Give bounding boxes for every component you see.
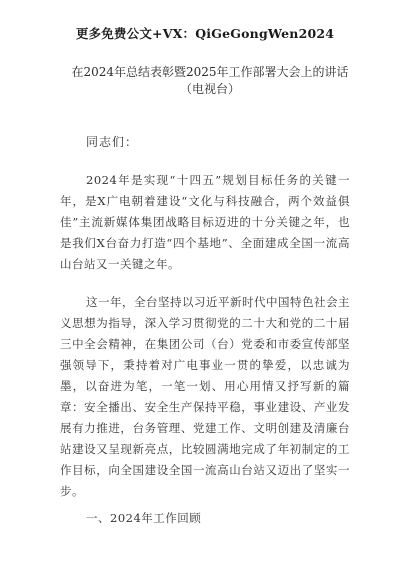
document-title: 在2024年总结表彰暨2025年工作部署大会上的讲话（电视台） — [71, 65, 349, 96]
paragraph: 2024年是实现“十四五”规划目标任务的关键一年，是X广电朝着建设“文化与科技融合，两个效益俱佳”主流新媒体集团战略目标迈进的十分关键之年，也是我们X台奋力打造“四个基地”、全面建成全国一流高山台站又一关键之年。 — [60, 173, 350, 271]
paragraph: 这一年，全台坚持以习近平新时代中国特色社会主义思想为指导，深入学习贯彻党的二十大和党的二十届三中全会精神，在集团公司（台）党委和市委宣传部坚强领导下，秉持着对广电事业一贯的挚爱，以忠诚为墨，以奋进为笔，一笔一划、用心用情又抒写新的篇章：安全播出、安全生产保持平稳，事业建设、产业发展有力推进，台务管理、党建工作、文明创建及清廉台站建设又呈现新亮点，比较圆满地完成了年初制定的工作目标，向全国建设全国一流高山台站又迈出了坚实一步。 — [60, 295, 350, 498]
watermark-header: 更多免费公文+VX：QiGeGongWen2024 — [75, 26, 335, 41]
greeting: 同志们： — [86, 135, 139, 149]
section-heading: 一、2024年工作回顾 — [86, 511, 202, 525]
